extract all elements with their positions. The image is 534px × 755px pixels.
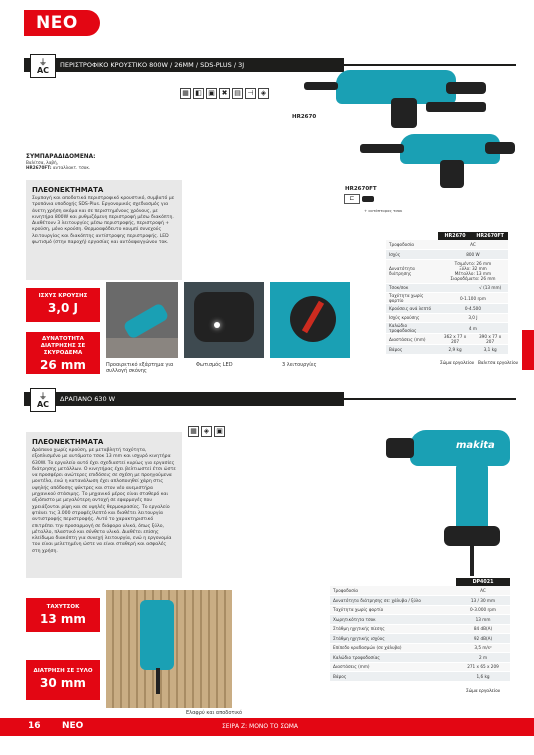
feature-icon: ◈ — [201, 426, 212, 437]
plug-icon: ⏚ — [39, 392, 47, 401]
spec-table-hr2670 — [386, 232, 508, 355]
feature-icon: ▦ — [180, 88, 191, 99]
mode-selector-photo — [270, 282, 350, 358]
table-row: Ταχύτητα χωρίς φορτίο 0-1.100 rpm — [386, 293, 508, 304]
led-light-photo — [184, 282, 264, 358]
table-row: Βάρος 2,9 kg 3,1 kg — [386, 345, 508, 355]
table-row: Καλώδιο τροφοδοσίας 4 m — [386, 323, 508, 334]
photo-caption: 3 λειτουργίες — [282, 362, 317, 368]
hr2670ft-image — [350, 126, 520, 190]
chuck-adapter-icon: ⊏ — [344, 194, 360, 204]
model-label-hr2670: HR2670 — [292, 114, 317, 120]
dust-collection-photo — [106, 282, 178, 358]
plug-icon: ⏚ — [39, 58, 47, 67]
accessories-block — [26, 154, 166, 170]
accessories-line: HR2670FT: ανταλλακτ. τσοκ. — [26, 165, 91, 170]
stat-value: 13 mm — [40, 612, 86, 626]
ft-note: + αντάπτορας τσοκ — [364, 208, 403, 213]
table-row: Επίπεδο κραδασμών (σε χάλυβα) 3,5 m/s² — [330, 643, 510, 653]
stat-label: ΔΙΑΤΡΗΣΗ ΣΕ ΞΥΛΟ — [33, 668, 93, 674]
table-row: Ισχύς 800 W — [386, 250, 508, 260]
stat-label: ΤΑΧΥΤΣΟΚ — [46, 604, 80, 610]
stat-label: ΙΣΧΥΣ ΚΡΟΥΣΗΣ — [38, 293, 88, 299]
table-header-row — [330, 578, 510, 586]
table-row: Διαστάσεις (mm) 271 x 65 x 209 — [330, 662, 510, 672]
footer-badge: ΝΕΟ — [62, 721, 84, 731]
spec-table-dp4021 — [330, 578, 510, 682]
table-row: Τροφοδοσία AC — [386, 240, 508, 250]
section2-title: ΔΡΑΠΑΝΟ 630 W — [60, 395, 116, 403]
ac-power-icon: ⏚ AC — [30, 54, 56, 78]
advantages-title: ΠΛΕΟΝΕΚΤΗΜΑΤΑ — [32, 186, 104, 194]
footer-series: ΣΕΙΡΑ Ζ: ΜΟΝΟ ΤΟ ΣΩΜΑ — [222, 723, 298, 730]
feature-icon: ▦ — [188, 426, 199, 437]
column-header: HR2670FT — [472, 232, 508, 240]
table-row: Δυνατότητα διάτρησης σε: χάλυβα / ξύλο 13 / 30 mm — [330, 596, 510, 606]
table-row: Καλώδιο τροφοδοσίας 2 m — [330, 653, 510, 663]
table-footer: Βαλιτσα εργαλείου — [478, 360, 519, 365]
dp4021-image — [386, 422, 520, 580]
makita-logo: makita — [456, 440, 495, 451]
stat-value: 26 mm — [40, 358, 86, 372]
table-row: Κρούσεις ανά λεπτό 0-4.500 — [386, 304, 508, 314]
feature-icon: ◧ — [193, 88, 204, 99]
advantages-text: Δράπανο χωρίς κρούση, με μεταβλητή ταχύτητα, εξοπλισμένο με αυτόματο τσοκ 13 mm και ισχυρό κινητήρα 630W. Το εργαλείο αυτό έχει σχεδιαστεί κυρίως για εργασίες διάτρησης μετάλλων. Ο κινητήρας έχει βελτιωστεί έτσι ώστε να προσφέρει ανώτερες επιδόσεις σε σχέση με προηγούμενα μοντέλα, ενώ η κατανάλωση έχει απλοποιηθεί χάρη στις υψηλής απόδοσης ψύκτρες και στον νέο ανεμιστήρα μηχανικού στάσιμης. Το μηχανικό μέρος είναι σταθερό και αξιόπιστο με μεγαλύτερη αντοχή σε εφαρμογές που χρειάζονται ρίψη και σε υψηλές θερμοκρασίες. Το εργαλείο φτάνει τις 3.000 στροφές/λεπτό και διαθέτει λειτουργία αντιστροφής περιστροφής. Αυτό το χαρακτηριστικό επιτρέπει την προσαρμογή σε διάφορα υλικά, όπως ξύλο, μέταλλο, πλαστικό και σύνθετα υλικά. Διαθέτει επίσης κλείδωμα διακόπτη για συνεχή λειτουργία, ενώ η εργονομία του είναι μελετημένη ώστε να είναι σταθερή και ασφαλές στη χρήση. — [32, 448, 176, 554]
page-footer — [0, 718, 534, 736]
table-row: Στάθμη ηχητικής ισχύος 92 dB(A) — [330, 634, 510, 644]
photo-caption: Φωτισμός LED — [196, 362, 233, 368]
section1-title: ΠΕΡΙΣΤΡΟΦΙΚΟ ΚΡΟΥΣΤΙΚΟ 800W / 26MM / SDS-PLUS / 3J — [60, 61, 245, 69]
table-row: Στάθμη ηχητικής πίεσης 84 dB(A) — [330, 624, 510, 634]
table-header-row — [386, 232, 508, 240]
advantages-title: ΠΛΕΟΝΕΚΤΗΜΑΤΑ — [32, 438, 104, 446]
feature-icon: ✖ — [219, 88, 230, 99]
feature-icon: ▤ — [232, 88, 243, 99]
table-row: Δυνατότητα διάτρησης Τσιμέντο: 26 mm Ξύλο: 32 mm Μέταλλο: 13 mm Σιαροδέματα: 26 mm — [386, 259, 508, 283]
table-row: Ισχύς κρούσης 3,0 J — [386, 313, 508, 323]
section2-title-bar — [24, 392, 344, 406]
advantages-text: Συμπαγή και αποδοτικά περιστροφικό κρουστικό, συμβατό με τροπάνια υποδοχής SDS-Plus. Εργονομικός σχεδιασμός για άνετη χρήση ακόμα και σε περιστημένους χρόνους, με κινητήρα 800W και ρυθμιζόμενη περιστροφή μέσω διακόπτη. Διαθέτουν 3 λειτουργίες μέσω περιστροφής, περιστροφή + κρούση, μόνο κρούση. Θερμοαφόδευτο κουμπί συνεχούς λειτουργίας και διακόπτης αντίστροφης περιστροφής. LED φωτισμό (στην παροχή) εργασίας και αυτόαφαγγώνου τοκ. — [32, 196, 175, 246]
table-footer: Σώμα εργαλείου — [440, 360, 475, 365]
side-tab — [522, 330, 534, 370]
photo-caption: Προαιρετικό εξάρτημα για συλλογή σκόνης — [106, 362, 174, 374]
wood-capacity-box — [26, 660, 100, 700]
concrete-capacity-box — [26, 332, 100, 374]
hr2670-image — [296, 62, 496, 132]
stat-value: 3,0 J — [48, 301, 78, 315]
advantages-box — [26, 180, 182, 280]
advantages-box — [26, 432, 182, 578]
neo-badge: ΝΕΟ — [24, 10, 100, 36]
feature-icon: ▣ — [206, 88, 217, 99]
page-number: 16 — [28, 721, 41, 731]
feature-icon-row — [188, 426, 225, 437]
table-row: Τροφοδοσία AC — [330, 586, 510, 596]
table-row: Βάρος 1,6 kg — [330, 672, 510, 682]
column-header: HR2670 — [438, 232, 472, 240]
table-row: Χωρητικότητα τσοκ 13 mm — [330, 615, 510, 625]
table-row: Διαστάσεις (mm) 362 x 77 x 207 390 x 77 x 207 — [386, 334, 508, 345]
divider — [344, 398, 516, 400]
feature-icon: ▣ — [214, 426, 225, 437]
photo-caption: Ελαφρύ και αποδοτικό — [186, 710, 243, 716]
stat-value: 30 mm — [40, 676, 86, 690]
feature-icon: ⊣ — [245, 88, 256, 99]
feature-icon: ◈ — [258, 88, 269, 99]
stat-label: ΔΥΝΑΤΟΤΗΤΑ ΔΙΑΤΡΗΣΗΣ ΣΕ ΣΚΥΡΟΔΕΜΑ — [40, 336, 86, 356]
feature-icon-row — [180, 88, 269, 99]
keyless-chuck-box — [26, 598, 100, 632]
table-row: Ταχύτητα χωρίς φορτίο 0-3.000 rpm — [330, 605, 510, 615]
table-row: Τσοκ/σοκ √ (13 mm) — [386, 283, 508, 293]
accessories-title: ΣΥΜΠΑΡΑΔΙΔΟΜΕΝΑ: — [26, 154, 96, 160]
chuck-adapter-image — [362, 196, 374, 202]
model-label-hr2670ft: HR2670FT — [345, 186, 377, 192]
impact-energy-box — [26, 288, 100, 322]
table-footer: Σώμα εργαλείου — [466, 688, 501, 693]
column-header: DP4021 — [456, 578, 510, 586]
wood-drilling-photo — [106, 590, 232, 708]
ac-power-icon: ⏚ AC — [30, 388, 56, 412]
accessories-line: Βαλίτσα, λαβή, — [26, 160, 59, 165]
